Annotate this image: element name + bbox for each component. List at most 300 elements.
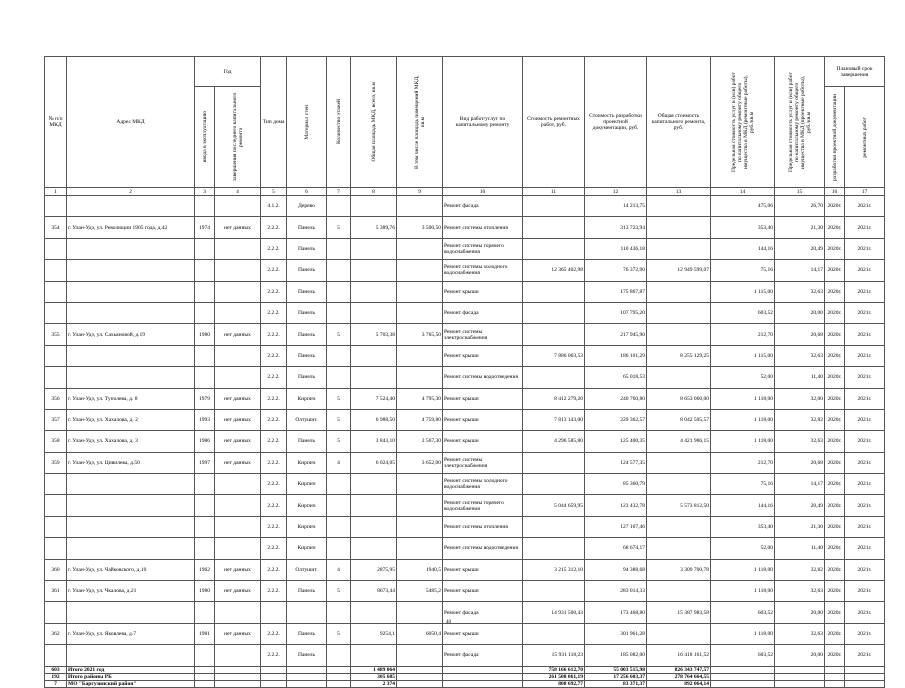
total-cell: 892 064,14 xyxy=(647,680,711,687)
table-cell: 2020г. xyxy=(825,581,845,602)
table-cell xyxy=(67,281,195,302)
table-row xyxy=(45,559,885,580)
table-cell: 65 018,53 xyxy=(585,367,647,388)
table-cell xyxy=(67,645,195,666)
table-cell xyxy=(67,238,195,259)
table-cell: 6 024,05 xyxy=(351,452,397,473)
col-number: 12 xyxy=(585,188,647,196)
table-cell: 20,68 xyxy=(775,324,825,345)
table-cell: г. Улан-Удэ, ул. Чайковского, д.10 xyxy=(67,559,195,580)
table-cell xyxy=(67,516,195,537)
table-cell: Ремонт крыши xyxy=(443,431,523,452)
total-cell xyxy=(327,680,351,687)
table-cell: 4 xyxy=(327,559,351,580)
table-cell: 32,63 xyxy=(775,623,825,644)
table-cell: 7 886 063,53 xyxy=(523,345,585,366)
table-cell xyxy=(67,538,195,559)
total-cell xyxy=(397,680,443,687)
table-cell: Панель xyxy=(287,281,327,302)
total-cell xyxy=(215,666,261,673)
table-cell: 3 215 312,10 xyxy=(523,559,585,580)
table-cell: Панель xyxy=(287,324,327,345)
table-cell xyxy=(351,367,397,388)
table-cell xyxy=(45,538,67,559)
table-cell: 1979 xyxy=(195,388,215,409)
table-cell: 2020г. xyxy=(825,431,845,452)
table-cell: 603,52 xyxy=(711,645,775,666)
table-cell: 32,63 xyxy=(775,345,825,366)
header-col-5: Тип дома xyxy=(261,57,287,188)
table-cell: Панель xyxy=(287,302,327,323)
table-cell: 20,00 xyxy=(775,302,825,323)
table-cell xyxy=(195,495,215,516)
table-cell: 2.2.2. xyxy=(261,581,287,602)
header-col-12: Стоимость разработки проектной документации, руб. xyxy=(585,57,647,188)
total-cell xyxy=(195,666,215,673)
table-cell: 3 309 700,78 xyxy=(647,559,711,580)
table-cell xyxy=(215,495,261,516)
table-row xyxy=(45,388,885,409)
col-number: 4 xyxy=(215,188,261,196)
table-cell: Панель xyxy=(287,367,327,388)
table-cell xyxy=(195,645,215,666)
table-cell: 603,52 xyxy=(711,302,775,323)
col-number: 14 xyxy=(711,188,775,196)
col-number: 5 xyxy=(261,188,287,196)
table-cell: 5 044 659,95 xyxy=(523,495,585,516)
table-cell xyxy=(327,196,351,217)
col-number: 10 xyxy=(443,188,523,196)
table-cell: Ремонт крыши xyxy=(443,623,523,644)
header-col-9: В том числе площадь помещений МКД, кв.м xyxy=(397,57,443,188)
table-cell xyxy=(397,260,443,281)
total-cell: 758 166 612,70 xyxy=(523,666,585,673)
table-cell: 1 118,00 xyxy=(711,388,775,409)
table-cell: 2 567,30 xyxy=(397,431,443,452)
total-cell xyxy=(327,666,351,673)
table-cell xyxy=(351,495,397,516)
total-cell: 192 xyxy=(45,673,67,680)
total-cell xyxy=(397,673,443,680)
table-cell xyxy=(397,602,443,623)
table-cell: Ремонт системы электроснабжения xyxy=(443,324,523,345)
table-cell xyxy=(215,602,261,623)
table-cell: 362 xyxy=(45,623,67,644)
table-cell xyxy=(647,281,711,302)
table-cell: Панель xyxy=(287,581,327,602)
total-cell xyxy=(845,666,885,673)
total-cell: МО "Баргузинский район" xyxy=(67,680,195,687)
table-cell: 2021г. xyxy=(845,260,885,281)
table-cell: 4 421 986,15 xyxy=(647,431,711,452)
table-cell: 52,00 xyxy=(711,538,775,559)
table-row xyxy=(45,538,885,559)
header-col-10: Вид работ/услуг по капитальному ремонту xyxy=(443,57,523,188)
table-cell: 3 652,00 xyxy=(397,452,443,473)
table-cell: 2021г. xyxy=(845,623,885,644)
table-cell: 354 xyxy=(45,217,67,238)
table-cell: 2020г. xyxy=(825,538,845,559)
table-cell: 32,82 xyxy=(775,409,825,430)
table-cell: 5 xyxy=(327,324,351,345)
table-cell: 1981 xyxy=(195,623,215,644)
table-cell: 32,63 xyxy=(775,281,825,302)
table-row xyxy=(45,516,885,537)
table-cell: 20,00 xyxy=(775,602,825,623)
total-cell xyxy=(287,680,327,687)
table-cell: Ремонт системы горячего водоснабжения xyxy=(443,238,523,259)
col-number: 3 xyxy=(195,188,215,196)
header-col-17: ремонтных работ xyxy=(845,87,885,188)
total-cell xyxy=(845,673,885,680)
table-cell xyxy=(195,260,215,281)
table-cell: 313 723,94 xyxy=(585,217,647,238)
table-cell: 5 xyxy=(327,217,351,238)
table-cell: 212,70 xyxy=(711,452,775,473)
table-cell: 2021г. xyxy=(845,196,885,217)
header-col-4: завершения последнего капитального ремонта xyxy=(215,87,261,188)
table-cell xyxy=(45,474,67,495)
table-cell: 360 xyxy=(45,559,67,580)
table-cell xyxy=(45,345,67,366)
table-cell: Ремонт системы электроснабжения xyxy=(443,452,523,473)
table-cell xyxy=(523,538,585,559)
total-cell xyxy=(825,680,845,687)
table-cell xyxy=(67,602,195,623)
table-cell: Панель xyxy=(287,260,327,281)
table-cell: 26,70 xyxy=(775,196,825,217)
table-cell: 2021г. xyxy=(845,217,885,238)
col-number: 8 xyxy=(351,188,397,196)
table-cell xyxy=(195,238,215,259)
table-cell: 2.2.2. xyxy=(261,474,287,495)
total-cell xyxy=(261,666,287,673)
table-cell: 32,82 xyxy=(775,559,825,580)
total-cell: 83 371,37 xyxy=(585,680,647,687)
table-cell: 32,63 xyxy=(775,581,825,602)
table-cell: 20,49 xyxy=(775,495,825,516)
col-number: 6 xyxy=(287,188,327,196)
total-cell: 603 xyxy=(45,666,67,673)
table-row xyxy=(45,409,885,430)
total-cell xyxy=(775,673,825,680)
table-cell: 2021г. xyxy=(845,516,885,537)
total-cell: 826 343 747,57 xyxy=(647,666,711,673)
header-col-3: ввода в эксплуатацию xyxy=(195,87,215,188)
table-cell: 2.2.2. xyxy=(261,452,287,473)
table-cell: 2.2.2. xyxy=(261,324,287,345)
table-cell: 2021г. xyxy=(845,538,885,559)
table-cell: 186 101,29 xyxy=(585,345,647,366)
table-row xyxy=(45,452,885,473)
table-cell: Ремонт крыши xyxy=(443,281,523,302)
total-cell xyxy=(711,680,775,687)
table-cell: г. Улан-Удэ, ул. Хахалова, д. 2 xyxy=(67,409,195,430)
table-row xyxy=(45,302,885,323)
table-row xyxy=(45,602,885,623)
total-cell: 1 489 064 xyxy=(351,666,397,673)
table-cell xyxy=(45,260,67,281)
header-col-11: Стоимость ремонтных работ, руб. xyxy=(523,57,585,188)
table-row xyxy=(45,324,885,345)
table-cell: Ремонт фасада xyxy=(443,602,523,623)
table-cell: Ремонт крыши xyxy=(443,345,523,366)
table-cell xyxy=(647,217,711,238)
table-cell xyxy=(523,367,585,388)
table-cell xyxy=(397,474,443,495)
table-cell xyxy=(397,281,443,302)
table-cell: 1 115,00 xyxy=(711,281,775,302)
table-cell xyxy=(523,324,585,345)
table-cell: 2021г. xyxy=(845,581,885,602)
table-cell xyxy=(327,260,351,281)
table-cell: 2.2.2. xyxy=(261,623,287,644)
table-cell: 68 674,17 xyxy=(585,538,647,559)
table-cell xyxy=(523,474,585,495)
col-number: 15 xyxy=(775,188,825,196)
table-cell: 2020г. xyxy=(825,196,845,217)
table-cell: 8 255 129,25 xyxy=(647,345,711,366)
table-cell: 1 118,00 xyxy=(711,559,775,580)
table-cell xyxy=(327,495,351,516)
table-cell: Ремонт системы отопления xyxy=(443,516,523,537)
table-cell: Ремонт системы отопления xyxy=(443,217,523,238)
table-cell: 75,16 xyxy=(711,474,775,495)
table-cell: 2020г. xyxy=(825,324,845,345)
table-cell: 16 418 161,52 xyxy=(647,645,711,666)
table-cell: г. Улан-Удэ, ул. Цивилева, д.50 xyxy=(67,452,195,473)
table-cell: 217 945,90 xyxy=(585,324,647,345)
table-cell: 94 388,68 xyxy=(585,559,647,580)
table-cell xyxy=(647,196,711,217)
table-cell xyxy=(647,623,711,644)
total-cell xyxy=(327,673,351,680)
total-cell xyxy=(215,680,261,687)
table-cell xyxy=(351,345,397,366)
table-cell: 2021г. xyxy=(845,602,885,623)
table-cell: 3 500,50 xyxy=(397,217,443,238)
table-cell: Олтушит. xyxy=(287,409,327,430)
table-cell: 125 400,35 xyxy=(585,431,647,452)
table-cell: 3 765,50 xyxy=(397,324,443,345)
table-cell: 357 xyxy=(45,409,67,430)
table-cell xyxy=(215,260,261,281)
table-cell: 1974 xyxy=(195,217,215,238)
table-cell xyxy=(327,602,351,623)
table-cell: 7 524,40 xyxy=(351,388,397,409)
table-cell xyxy=(397,645,443,666)
table-cell: 229 362,57 xyxy=(585,409,647,430)
table-cell: 20,00 xyxy=(775,645,825,666)
table-cell: 173 468,80 xyxy=(585,602,647,623)
table-header xyxy=(45,57,885,196)
table-cell: 2020г. xyxy=(825,367,845,388)
table-cell: 32,63 xyxy=(775,431,825,452)
table-cell: 124 577,35 xyxy=(585,452,647,473)
table-cell: 2020г. xyxy=(825,238,845,259)
table-cell: 2020г. xyxy=(825,474,845,495)
table-cell: 2020г. xyxy=(825,388,845,409)
table-cell: 52,00 xyxy=(711,367,775,388)
table-cell: Ремонт фасада xyxy=(443,196,523,217)
table-cell xyxy=(397,538,443,559)
total-cell xyxy=(443,673,523,680)
col-number: 16 xyxy=(825,188,845,196)
table-cell xyxy=(67,302,195,323)
table-cell xyxy=(647,302,711,323)
table-cell: 127 107,46 xyxy=(585,516,647,537)
table-cell: г. Улан-Удэ, ул. Яковлева, д.7 xyxy=(67,623,195,644)
table-cell xyxy=(523,281,585,302)
table-cell xyxy=(647,238,711,259)
table-cell: 14 931 500,43 xyxy=(523,602,585,623)
table-cell: 355 xyxy=(45,324,67,345)
table-cell xyxy=(397,516,443,537)
table-cell: 110 436,18 xyxy=(585,238,647,259)
table-cell: Кирпич xyxy=(287,495,327,516)
table-cell: нет данных xyxy=(215,388,261,409)
table-cell xyxy=(397,302,443,323)
table-cell: Ремонт крыши xyxy=(443,559,523,580)
table-row xyxy=(45,217,885,238)
table-cell: 8 412 279,20 xyxy=(523,388,585,409)
table-cell xyxy=(215,196,261,217)
table-cell xyxy=(261,602,287,623)
table-cell: Кирпич xyxy=(287,452,327,473)
table-cell: 2021г. xyxy=(845,495,885,516)
table-cell xyxy=(351,281,397,302)
table-cell: 123 432,78 xyxy=(585,495,647,516)
table-cell xyxy=(351,602,397,623)
total-cell xyxy=(195,680,215,687)
table-cell: 4.1.2. xyxy=(261,196,287,217)
table-cell: 2.2.2. xyxy=(261,495,287,516)
table-cell: 2020г. xyxy=(825,495,845,516)
header-col-15: Предельная стоимость услуг и (или) работ по капитальному ремонту общего имущества в МКД (проектные работы), руб./кв.м xyxy=(775,57,825,188)
table-cell xyxy=(351,238,397,259)
table-cell: Ремонт фасада xyxy=(443,645,523,666)
header-col-7: Количество этажей xyxy=(327,57,351,188)
total-cell: 55 003 515,98 xyxy=(585,666,647,673)
table-cell: 2021г. xyxy=(845,474,885,495)
table-cell: 2020г. xyxy=(825,559,845,580)
header-col-2: Адрес МКД xyxy=(67,57,195,188)
total-row xyxy=(45,673,885,680)
table-cell xyxy=(327,238,351,259)
table-cell xyxy=(647,581,711,602)
table-cell: 2.2.2. xyxy=(261,345,287,366)
table-cell xyxy=(397,367,443,388)
table-cell: 185 082,00 xyxy=(585,645,647,666)
col-number: 7 xyxy=(327,188,351,196)
table-cell: 2020г. xyxy=(825,217,845,238)
col-number: 1 xyxy=(45,188,67,196)
table-cell: 353,40 xyxy=(711,516,775,537)
table-cell: 2.2.2. xyxy=(261,367,287,388)
table-cell xyxy=(215,367,261,388)
table-cell xyxy=(523,516,585,537)
table-cell: нет данных xyxy=(215,431,261,452)
table-cell: 11,40 xyxy=(775,367,825,388)
table-cell: 2021г. xyxy=(845,559,885,580)
table-cell xyxy=(215,302,261,323)
header-col-13: Общая стоимость капитального ремонта, руб. xyxy=(647,57,711,188)
table-cell: 2020г. xyxy=(825,409,845,430)
table-cell: 2.2.2. xyxy=(261,516,287,537)
table-cell: 358 xyxy=(45,431,67,452)
table-cell: 5 703,38 xyxy=(351,324,397,345)
table-cell: Ремонт крыши xyxy=(443,409,523,430)
table-cell: нет данных xyxy=(215,559,261,580)
total-cell: Итого 2021 год xyxy=(67,666,195,673)
table-cell: 2.2.2. xyxy=(261,217,287,238)
table-cell xyxy=(397,196,443,217)
table-cell: Ремонт крыши xyxy=(443,388,523,409)
table-cell: Ремонт системы холодного водоснабжения xyxy=(443,260,523,281)
table-cell: 1986 xyxy=(195,431,215,452)
table-cell xyxy=(523,581,585,602)
table-cell: Панель xyxy=(287,645,327,666)
table-cell: Олтушит. xyxy=(287,559,327,580)
total-cell xyxy=(287,673,327,680)
header-plan-group: Плановый срок завершения xyxy=(825,57,885,87)
table-cell: 2020г. xyxy=(825,260,845,281)
table-cell xyxy=(351,474,397,495)
table-cell: 9254,1 xyxy=(351,623,397,644)
table-cell: г. Улан-Удэ, ул. Чкалова, д.21 xyxy=(67,581,195,602)
table-cell: 5 xyxy=(327,623,351,644)
table-cell xyxy=(45,516,67,537)
table-cell: 14,17 xyxy=(775,474,825,495)
table-cell xyxy=(397,345,443,366)
table-row xyxy=(45,623,885,644)
table-row xyxy=(45,238,885,259)
total-cell: 7 xyxy=(45,680,67,687)
table-cell: Панель xyxy=(287,623,327,644)
table-cell: 301 961,28 xyxy=(585,623,647,644)
table-cell: Панель xyxy=(287,238,327,259)
table-cell xyxy=(45,238,67,259)
table-cell: 2020г. xyxy=(825,623,845,644)
table-cell: 603,52 xyxy=(711,602,775,623)
table-cell xyxy=(327,645,351,666)
table-cell: 4 795,30 xyxy=(397,388,443,409)
col-number: 13 xyxy=(647,188,711,196)
table-cell: 2020г. xyxy=(825,281,845,302)
table-cell: 5 573 812,50 xyxy=(647,495,711,516)
table-cell: Ремонт системы горячего водоснабжения xyxy=(443,495,523,516)
table-cell: 1 118,00 xyxy=(711,409,775,430)
total-cell xyxy=(261,673,287,680)
table-cell xyxy=(523,196,585,217)
table-cell: 15 387 983,58 xyxy=(647,602,711,623)
table-cell xyxy=(523,452,585,473)
total-cell: 278 764 664,55 xyxy=(647,673,711,680)
table-cell xyxy=(67,345,195,366)
table-row xyxy=(45,431,885,452)
table-cell xyxy=(45,602,67,623)
table-cell: 8 042 505,57 xyxy=(647,409,711,430)
col-number: 17 xyxy=(845,188,885,196)
table-cell: г. Улан-Удэ, ул. Революции 1905 года, д.42 xyxy=(67,217,195,238)
table-cell: 2.2.2. xyxy=(261,281,287,302)
header-col-8: Общая площадь МКД, всего, кв.м xyxy=(351,57,397,188)
table-cell: 2021г. xyxy=(845,324,885,345)
table-cell: 15 931 118,23 xyxy=(523,645,585,666)
table-cell: нет данных xyxy=(215,623,261,644)
table-cell: 240 760,80 xyxy=(585,388,647,409)
total-cell xyxy=(845,680,885,687)
